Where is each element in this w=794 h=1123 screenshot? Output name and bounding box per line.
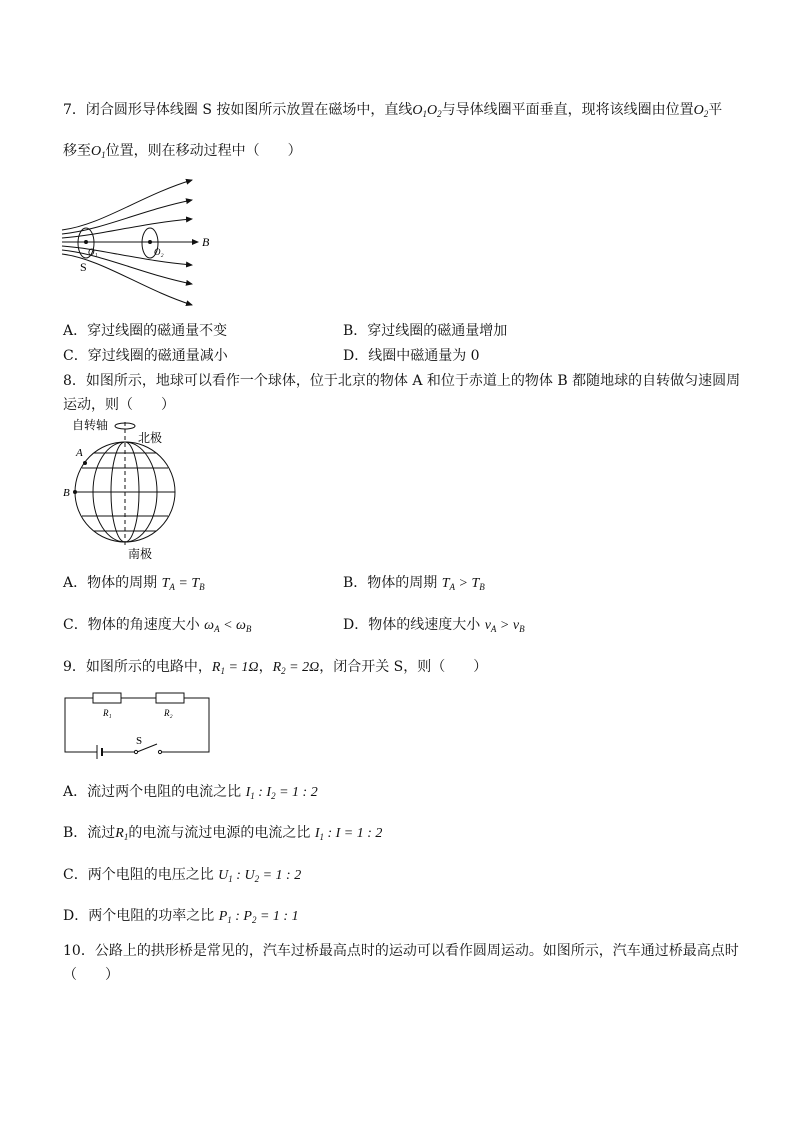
label-r2: R₂ <box>164 708 173 718</box>
label-o1: O₁ <box>88 247 98 257</box>
label-axis: 自转轴 <box>72 418 109 432</box>
q9-option-c-text: C．两个电阻的电压之比 <box>63 867 214 883</box>
q8-option-c-text: C．物体的角速度大小 <box>63 617 200 633</box>
wire-left <box>65 698 97 752</box>
q8-option-c-math: $\omega_A < \omega_B$ <box>204 618 252 634</box>
label-o2: O₂ <box>154 247 164 257</box>
q9-option-b-text1: B．流过 <box>63 825 116 841</box>
field-lines <box>62 180 198 305</box>
q8-option-d-text: D．物体的线速度大小 <box>343 617 481 633</box>
q7-magnetic-field-figure <box>62 175 222 310</box>
q7-stem-part-e: 位置，则在移动过程中（ ） <box>105 143 302 159</box>
label-south: 南极 <box>128 547 153 561</box>
q7-option-b[interactable]: B．穿过线圈的磁通量增加 <box>343 323 508 339</box>
q9-option-b-text2: 的电流与流过电源的电流之比 <box>128 825 311 841</box>
q9-option-d[interactable] <box>63 905 299 925</box>
q7-stem-part-b: 与导体线圈平面垂直，现将该线圈由位置 <box>441 102 694 118</box>
q9-option-b[interactable] <box>63 822 382 842</box>
q9-option-c-math: $U_1$ : $U_2 = 1$ : 2 <box>218 868 302 884</box>
q9-stem-part-b: ，闭合开关 S，则（ ） <box>319 659 488 675</box>
point-b <box>73 490 77 494</box>
wire-right <box>161 698 209 752</box>
q8-option-c[interactable] <box>63 614 251 634</box>
switch-contact <box>134 750 137 753</box>
q7-stem-part-d: 移至 <box>63 143 91 159</box>
q9-option-a-math: $I_1$ : $I_2 = 1$ : 2 <box>245 785 318 801</box>
q7-stem-line2 <box>63 140 302 160</box>
point-o2 <box>148 240 152 244</box>
q7-stem-line1 <box>63 99 722 119</box>
point-a <box>83 461 87 465</box>
q7-line-o1o2: $O_1O_2$ <box>412 103 442 119</box>
q8-option-d[interactable] <box>343 614 525 634</box>
q8-option-b-math: $T_A > T_B$ <box>441 576 485 592</box>
q8-option-d-math: $v_A > v_B$ <box>484 618 525 634</box>
q9-circuit-figure <box>63 690 213 755</box>
q8-earth-figure <box>62 418 202 563</box>
label-north: 北极 <box>138 431 163 445</box>
q9-option-d-text: D．两个电阻的功率之比 <box>63 908 215 924</box>
q9-option-c[interactable] <box>63 864 301 884</box>
q8-option-a[interactable] <box>63 572 205 592</box>
q7-option-c[interactable]: C．穿过线圈的磁通量减小 <box>63 348 228 364</box>
resistor-r1 <box>93 693 121 703</box>
q9-option-b-math: $I_1$ : I = 1 : 2 <box>314 826 383 842</box>
q8-option-a-math: $T_A = T_B$ <box>161 576 205 592</box>
q10-stem-line2: （ ） <box>63 967 119 983</box>
q7-pos-o2: $O_2$ <box>693 103 709 119</box>
q7-stem-part-c: 平 <box>708 102 723 118</box>
q9-option-b-r1: $R_1$ <box>115 826 129 842</box>
label-b: B <box>202 235 210 249</box>
resistor-r2 <box>156 693 184 703</box>
q8-stem-line1: 8．如图所示，地球可以看作一个球体，位于北京的物体 A 和位于赤道上的物体 B 都随地球的自转做匀速圆周 <box>63 373 741 389</box>
q9-stem: 9．如图所示的电路中，$R_1 = 1\Omega$，$R_2 = 2\Omega$，闭合开关 S，则（ ） <box>63 659 488 676</box>
q8-option-b[interactable] <box>343 572 485 592</box>
q9-option-d-math: $P_1$ : $P_2 = 1$ : 1 <box>218 909 299 925</box>
label-s: S <box>136 735 143 747</box>
label-a: A <box>76 447 83 459</box>
q9-option-a-text: A．流过两个电阻的电流之比 <box>63 784 242 800</box>
q8-option-b-text: B．物体的周期 <box>343 575 438 591</box>
q7-stem-part-a: 7．闭合圆形导体线圈 S 按如图所示放置在磁场中，直线 <box>63 102 413 118</box>
q8-option-a-text: A．物体的周期 <box>63 575 158 591</box>
q7-option-a[interactable]: A．穿过线圈的磁通量不变 <box>63 323 228 339</box>
q7-pos-o1: $O_1$ <box>91 144 106 160</box>
point-o1 <box>84 240 88 244</box>
q9-stem-part-a: 9．如图所示的电路中， <box>63 659 212 675</box>
label-s: S <box>80 260 87 274</box>
q10-stem-line1: 10．公路上的拱形桥是常见的，汽车过桥最高点时的运动可以看作圆周运动。如图所示，汽车通过桥最高点时 <box>63 943 739 959</box>
q9-r1-value: $R_1 = 1\Omega$ <box>211 660 259 676</box>
q8-stem-line2: 运动，则（ ） <box>63 397 175 413</box>
label-r1: R₁ <box>103 708 112 718</box>
q9-option-a[interactable] <box>63 781 318 801</box>
q7-option-d[interactable]: D．线圈中磁通量为 0 <box>343 348 480 364</box>
switch-contact <box>158 750 161 753</box>
label-b: B <box>63 487 70 499</box>
q9-r2-value: $R_2 = 2\Omega$ <box>272 660 320 676</box>
